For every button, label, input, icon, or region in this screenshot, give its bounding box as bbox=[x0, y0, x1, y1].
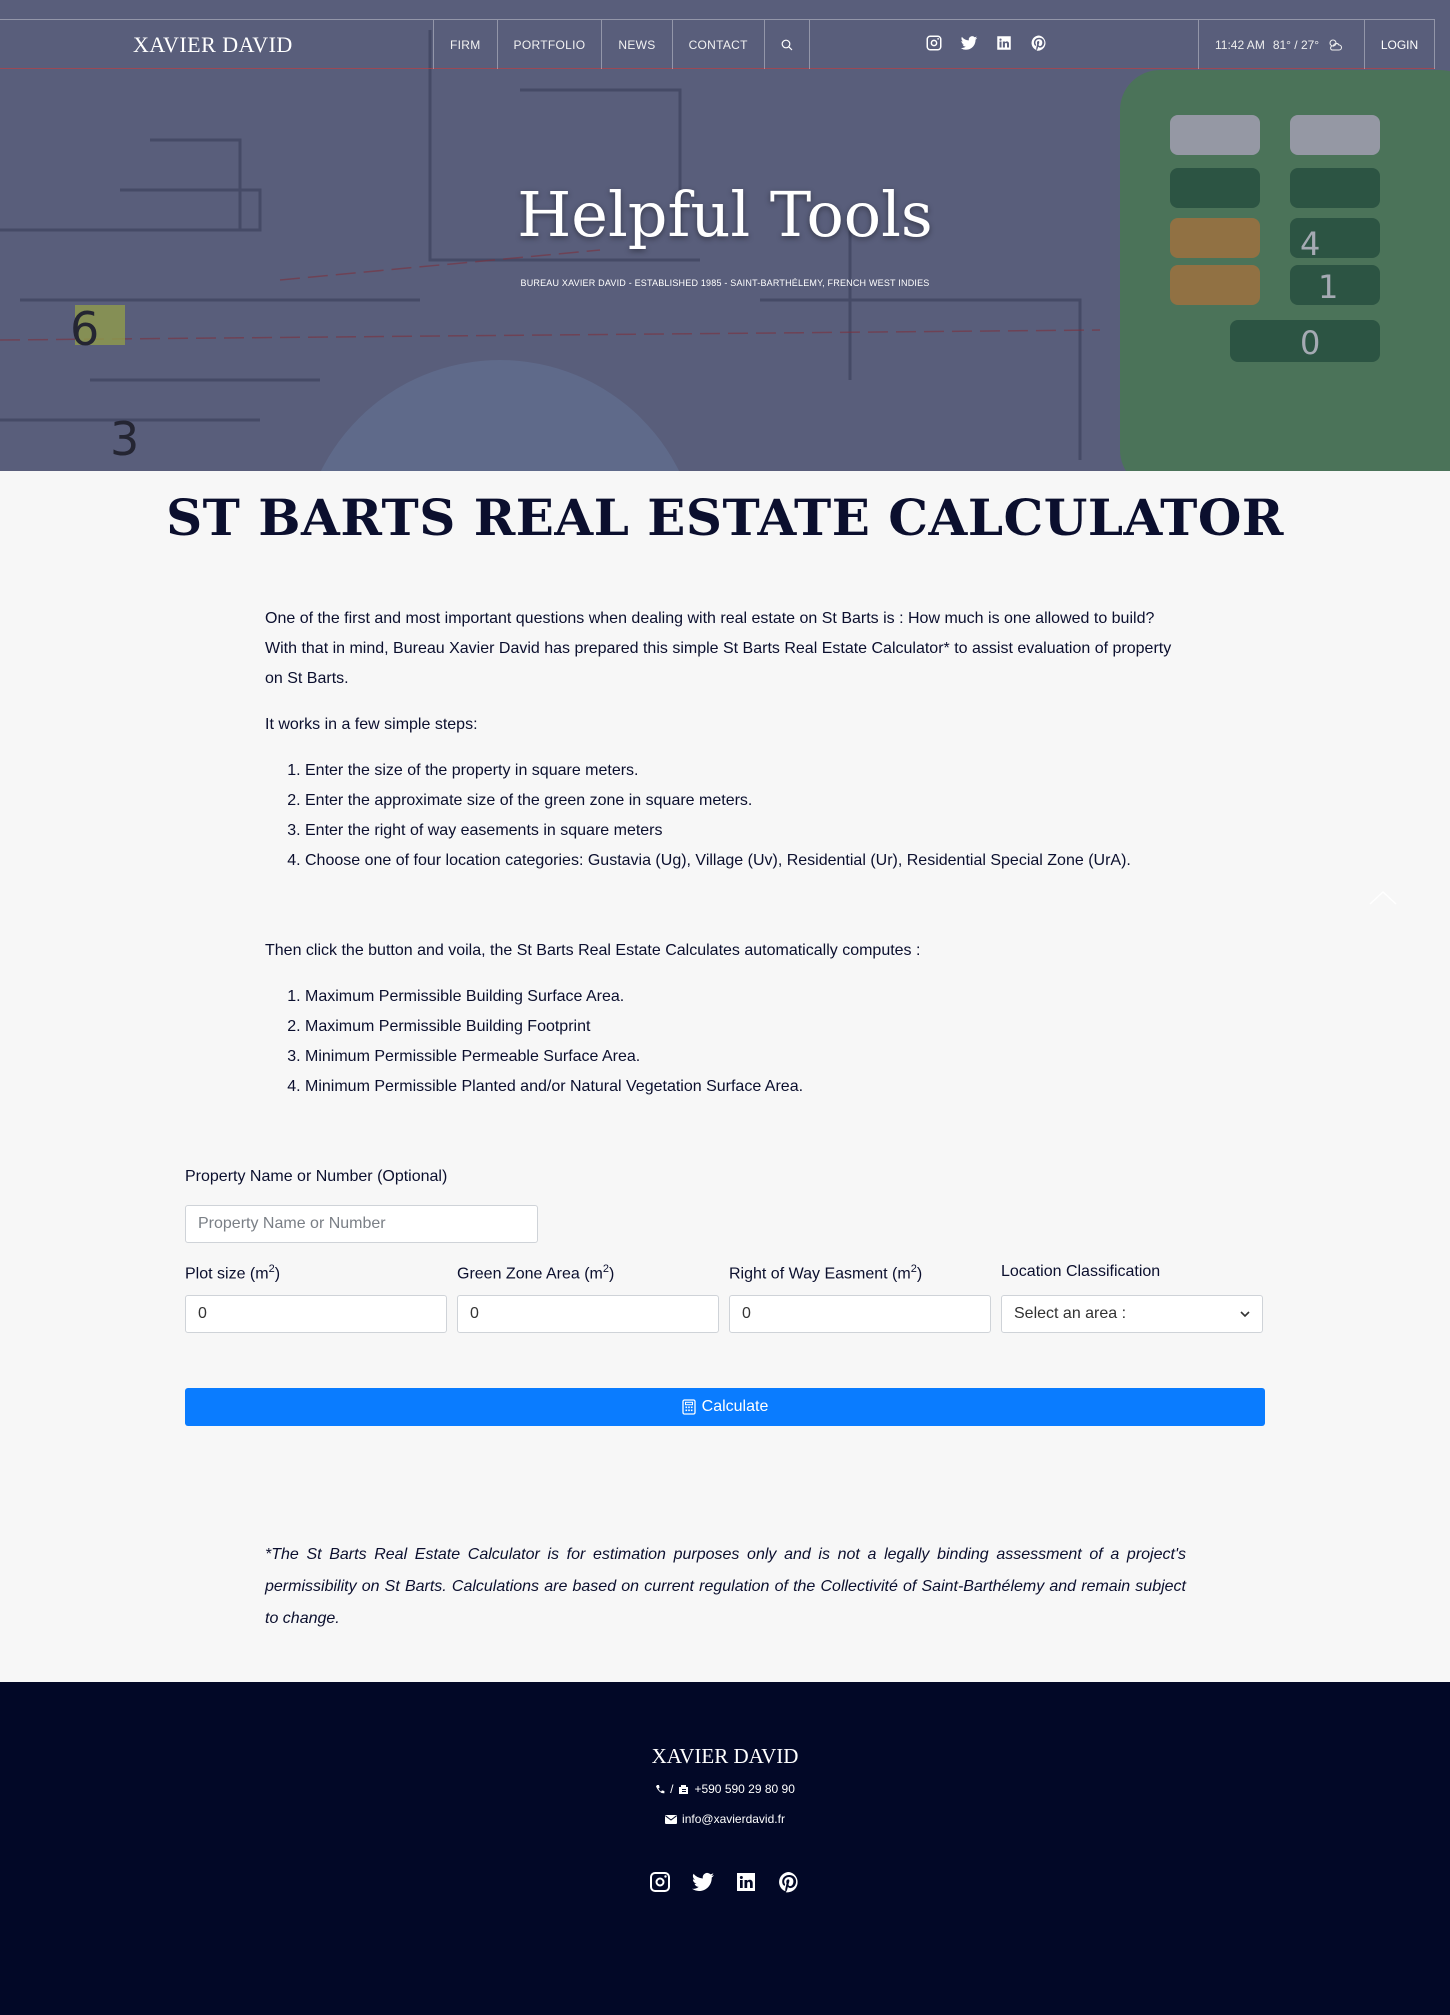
results-list bbox=[265, 982, 1186, 1102]
phone-icon bbox=[655, 1784, 665, 1795]
footer-brand: XAVIER DAVID bbox=[651, 1744, 799, 1768]
twitter-icon[interactable] bbox=[691, 1870, 715, 1894]
green-zone-input[interactable]: 0 bbox=[457, 1295, 719, 1333]
green-zone-label: Green Zone Area $(m^2)$ bbox=[457, 1263, 615, 1283]
header-social-links bbox=[925, 34, 1048, 52]
current-time: 11:42 AM bbox=[1215, 37, 1265, 52]
location-select[interactable] bbox=[1001, 1295, 1263, 1333]
hero-banner bbox=[0, 0, 1450, 471]
instagram-icon[interactable] bbox=[648, 1870, 672, 1894]
steps-intro: It works in a few simple steps: bbox=[265, 716, 478, 733]
login-button[interactable]: LOGIN bbox=[1364, 20, 1435, 69]
chevron-down-icon bbox=[1240, 1311, 1250, 1318]
pinterest-icon[interactable] bbox=[1030, 34, 1048, 52]
svg-text:1: 1 bbox=[1318, 268, 1339, 306]
list-item: 1. Enter the size of the property in square meters. bbox=[305, 756, 1186, 786]
property-label: Property Name or Number (Optional) bbox=[185, 1168, 448, 1185]
calculator-form bbox=[185, 1168, 1265, 1415]
footer-social-links bbox=[648, 1870, 801, 1894]
right-of-way-field bbox=[729, 1263, 991, 1333]
menu-item-portfolio[interactable]: PORTFOLIO bbox=[497, 20, 602, 69]
footer-email bbox=[0, 1812, 1450, 1826]
menu-item-news[interactable]: NEWS bbox=[601, 20, 671, 69]
calculate-button[interactable] bbox=[185, 1388, 1265, 1426]
svg-text:6: 6 bbox=[70, 302, 100, 356]
plot-size-label: Plot size $(m^2)$ bbox=[185, 1263, 281, 1283]
menu-item-contact[interactable]: CONTACT bbox=[672, 20, 764, 69]
results-intro: Then click the button and voila, the St Barts Real Estate Calculates automatically computes : bbox=[265, 942, 921, 959]
hero-title: Helpful Tools bbox=[517, 178, 933, 251]
linkedin-icon[interactable] bbox=[995, 34, 1013, 52]
envelope-icon bbox=[665, 1815, 677, 1824]
search-button[interactable] bbox=[764, 20, 810, 69]
phone-number[interactable]: +590 590 29 80 90 bbox=[694, 1782, 795, 1796]
email-link[interactable]: info@xavierdavid.fr bbox=[682, 1812, 785, 1826]
main-menu bbox=[433, 20, 810, 69]
footer-phone: / +590 590 29 80 90 bbox=[0, 1782, 1450, 1796]
page-title: ST BARTS REAL ESTATE CALCULATOR bbox=[166, 488, 1284, 547]
twitter-icon[interactable] bbox=[960, 34, 978, 52]
plot-size-field bbox=[185, 1263, 447, 1333]
cloud-sun-icon bbox=[1327, 38, 1343, 52]
plot-size-input[interactable]: 0 bbox=[185, 1295, 447, 1333]
search-icon bbox=[781, 39, 793, 51]
list-item: 2. Enter the approximate size of the green zone in square meters. bbox=[305, 786, 1186, 816]
steps-list bbox=[265, 756, 1186, 876]
instagram-icon[interactable] bbox=[925, 34, 943, 52]
svg-text:3: 3 bbox=[110, 412, 140, 466]
hero-subtitle: BUREAU XAVIER DAVID - ESTABLISHED 1985 - SAINT-BARTHÉLEMY, FRENCH WEST INDIES bbox=[520, 278, 930, 288]
linkedin-icon[interactable] bbox=[734, 1870, 758, 1894]
list-item: 1. Maximum Permissible Building Surface Area. bbox=[305, 982, 1186, 1012]
list-item: 3. Minimum Permissible Permeable Surface Area. bbox=[305, 1042, 1186, 1072]
footer bbox=[0, 1682, 1450, 2015]
top-navigation bbox=[0, 19, 1435, 69]
calculator-description bbox=[265, 604, 1186, 1118]
weather-widget bbox=[1198, 20, 1359, 69]
svg-text:4: 4 bbox=[1300, 225, 1321, 263]
scroll-to-top-icon[interactable] bbox=[1368, 888, 1398, 906]
pinterest-icon[interactable] bbox=[777, 1870, 801, 1894]
property-name-placeholder: Property Name or Number bbox=[198, 1215, 386, 1232]
list-item: 4. Choose one of four location categories: Gustavia (Ug), Village (Uv), Residential (Ur), Residential Special Zone (UrA). bbox=[305, 846, 1186, 876]
list-item: 3. Enter the right of way easements in square meters bbox=[305, 816, 1186, 846]
svg-text:0: 0 bbox=[1300, 324, 1321, 362]
menu-item-firm[interactable]: FIRM bbox=[433, 20, 497, 69]
green-zone-field bbox=[457, 1263, 719, 1333]
list-item: 2. Maximum Permissible Building Footprint bbox=[305, 1012, 1186, 1042]
temperature: 81° / 27° bbox=[1272, 37, 1320, 52]
right-of-way-label: Right of Way Easment $(m^2)$ bbox=[729, 1263, 923, 1283]
location-selected: Select an area : bbox=[1014, 1305, 1127, 1322]
location-field bbox=[1001, 1263, 1263, 1333]
fax-icon bbox=[678, 1784, 689, 1795]
right-of-way-input[interactable]: 0 bbox=[729, 1295, 991, 1333]
calculate-label: Calculate bbox=[701, 1398, 769, 1415]
calculator-icon bbox=[682, 1399, 696, 1415]
list-item: 4. Minimum Permissible Planted and/or Natural Vegetation Surface Area. bbox=[305, 1072, 1186, 1102]
intro-paragraph: One of the first and most important questions when dealing with real estate on St Barts is : How much is one allowed to build? With that in mind, Bureau Xavier David has prepared this simple St Barts Real Estate Calculator* to assist evaluation of property on St Barts. bbox=[265, 610, 1172, 687]
property-name-input[interactable] bbox=[185, 1205, 538, 1243]
disclaimer-text: *The St Barts Real Estate Calculator is for estimation purposes only and is not a legally binding assessment of a project's permissibility on St Barts. Calculations are based on current regulation of the Collectivité of Saint-Barthélemy and remain subject to change. bbox=[265, 1546, 1186, 1627]
location-label: Location Classification bbox=[1001, 1263, 1161, 1280]
brand-logo[interactable]: XAVIER DAVID bbox=[133, 32, 293, 57]
